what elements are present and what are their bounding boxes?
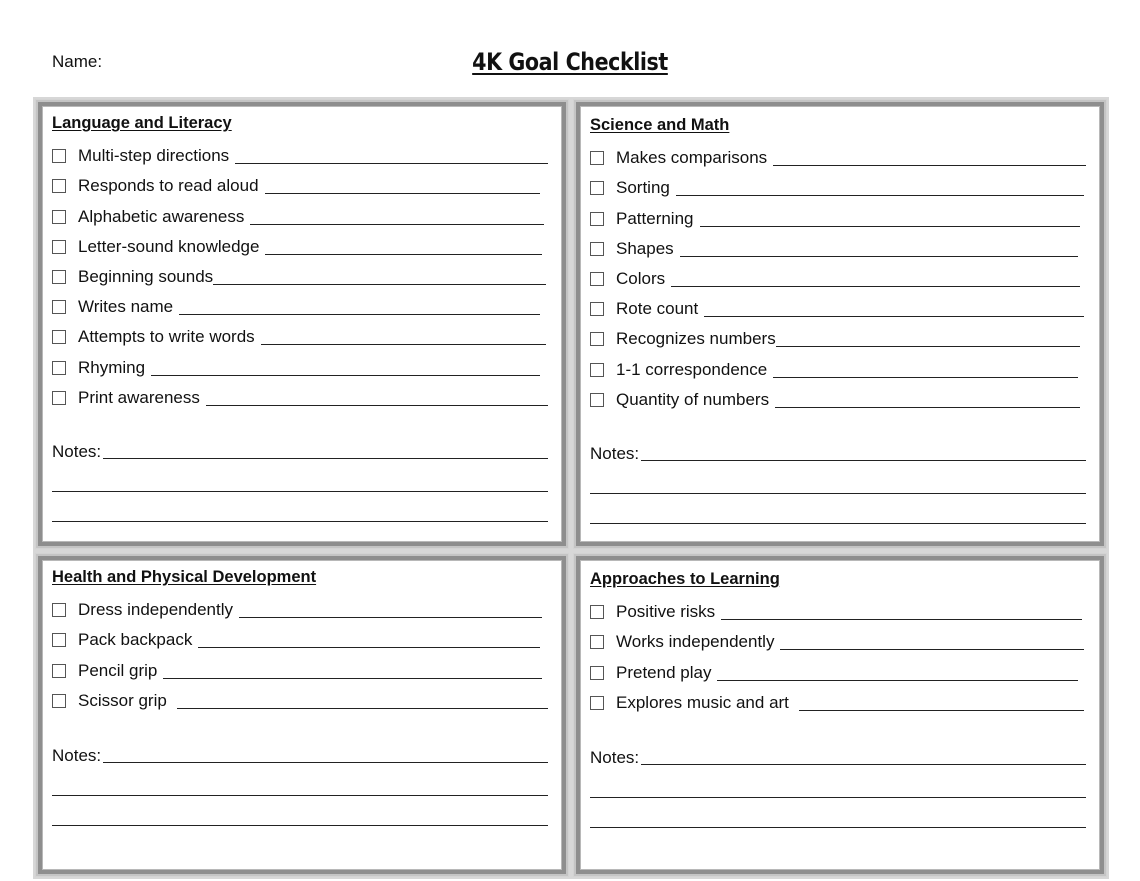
checkbox[interactable]: [52, 270, 66, 284]
checklist-item: [590, 261, 1086, 291]
notes-line[interactable]: [590, 798, 1086, 828]
name-label: Name:: [52, 52, 103, 71]
notes-line[interactable]: [52, 462, 548, 492]
notes-label: Notes:: [590, 748, 640, 767]
notes-line[interactable]: [52, 492, 548, 522]
checklist-item: [52, 592, 548, 622]
checklist-item: [52, 229, 548, 259]
checkbox[interactable]: [590, 242, 604, 256]
answer-line[interactable]: [265, 193, 540, 194]
notes-line[interactable]: [103, 458, 548, 459]
answer-line[interactable]: [721, 619, 1082, 620]
checkbox[interactable]: [52, 149, 66, 163]
checkbox[interactable]: [590, 696, 604, 710]
answer-line[interactable]: [776, 346, 1080, 347]
checklist-item: [590, 382, 1086, 412]
notes-line[interactable]: [590, 494, 1086, 524]
section-language-literacy: [36, 100, 568, 548]
checklist-item: [590, 291, 1086, 321]
item-label: Colors: [616, 268, 666, 288]
checkbox[interactable]: [52, 240, 66, 254]
answer-line[interactable]: [676, 195, 1084, 196]
item-label: Rhyming: [78, 357, 146, 377]
answer-line[interactable]: [163, 678, 542, 679]
answer-line[interactable]: [179, 314, 540, 315]
item-label: Quantity of numbers: [616, 389, 770, 409]
item-label: Alphabetic awareness: [78, 206, 245, 226]
checklist-item: [52, 319, 548, 349]
answer-line[interactable]: [177, 708, 548, 709]
section-title: Health and Physical Development: [52, 568, 317, 586]
answer-line[interactable]: [700, 226, 1081, 227]
section-title: Language and Literacy: [52, 114, 232, 132]
checkbox[interactable]: [590, 635, 604, 649]
answer-line[interactable]: [206, 405, 548, 406]
item-label: Responds to read aloud: [78, 176, 259, 196]
answer-line[interactable]: [239, 617, 542, 618]
answer-line[interactable]: [235, 163, 548, 164]
checklist-item: [52, 138, 548, 168]
item-label: Attempts to write words: [78, 327, 255, 347]
item-label: Positive risks: [616, 602, 716, 622]
checkbox[interactable]: [52, 633, 66, 647]
checklist-item: [590, 140, 1086, 170]
item-label: Multi-step directions: [78, 146, 230, 166]
checkbox[interactable]: [590, 181, 604, 195]
checklist-item: [52, 168, 548, 198]
item-label: Print awareness: [78, 387, 200, 407]
checklist-item: [52, 259, 548, 289]
item-label: 1-1 correspondence: [616, 359, 768, 379]
item-label: Recognizes numbers: [616, 329, 776, 349]
item-label: Beginning sounds: [78, 266, 214, 286]
notes-area: [590, 442, 1086, 524]
checklist-item: [590, 231, 1086, 261]
answer-line[interactable]: [780, 649, 1084, 650]
notes-label: Notes:: [52, 746, 102, 765]
notes-line[interactable]: [590, 768, 1086, 798]
checklist-item: [52, 683, 548, 713]
page-title: 4K Goal Checklist: [472, 48, 668, 76]
checkbox[interactable]: [590, 302, 604, 316]
answer-line[interactable]: [151, 375, 540, 376]
item-label: Works independently: [616, 632, 775, 652]
answer-line[interactable]: [250, 224, 544, 225]
notes-line[interactable]: [641, 460, 1086, 461]
section-science-math: [574, 100, 1106, 548]
answer-line[interactable]: [680, 256, 1078, 257]
answer-line[interactable]: [198, 647, 540, 648]
checkbox[interactable]: [590, 393, 604, 407]
notes-line[interactable]: [590, 464, 1086, 494]
checklist-item: [52, 652, 548, 682]
answer-line[interactable]: [704, 316, 1084, 317]
answer-line[interactable]: [773, 377, 1078, 378]
item-label: Pack backpack: [78, 630, 193, 650]
notes-line[interactable]: [103, 762, 548, 763]
item-label: Makes comparisons: [616, 148, 768, 168]
checklist-item: [590, 685, 1086, 715]
item-label: Sorting: [616, 178, 670, 198]
checklist-item: [52, 349, 548, 379]
checkbox[interactable]: [590, 332, 604, 346]
checklist-item: [590, 624, 1086, 654]
answer-line[interactable]: [773, 165, 1086, 166]
notes-label: Notes:: [52, 442, 102, 461]
answer-line[interactable]: [213, 284, 546, 285]
item-label: Letter-sound knowledge: [78, 236, 260, 256]
item-label: Scissor grip: [78, 690, 167, 710]
checkbox[interactable]: [590, 605, 604, 619]
checkbox[interactable]: [52, 210, 66, 224]
checkbox[interactable]: [52, 330, 66, 344]
section-title: Science and Math: [590, 116, 730, 134]
checklist-item: [52, 380, 548, 410]
answer-line[interactable]: [799, 710, 1084, 711]
item-label: Explores music and art: [616, 692, 789, 712]
checklist-item: [590, 594, 1086, 624]
answer-line[interactable]: [717, 680, 1078, 681]
item-label: Pencil grip: [78, 660, 158, 680]
item-label: Shapes: [616, 238, 674, 258]
item-label: Writes name: [78, 297, 174, 317]
checklist-item: [52, 198, 548, 228]
answer-line[interactable]: [265, 254, 542, 255]
checkbox[interactable]: [52, 664, 66, 678]
checkbox[interactable]: [52, 603, 66, 617]
checklist-item: [590, 321, 1086, 351]
checklist-item: [590, 654, 1086, 684]
notes-line[interactable]: [52, 766, 548, 796]
section-approaches-learning: [574, 554, 1106, 876]
section-health-physical: [36, 554, 568, 876]
checklist-item: [590, 351, 1086, 381]
notes-area: [590, 746, 1086, 828]
notes-label: Notes:: [590, 444, 640, 463]
notes-line[interactable]: [641, 764, 1086, 765]
notes-area: [52, 440, 548, 522]
item-label: Patterning: [616, 208, 694, 228]
item-label: Pretend play: [616, 662, 712, 682]
checkbox[interactable]: [52, 179, 66, 193]
section-title: Approaches to Learning: [590, 570, 780, 588]
checklist-item: [52, 289, 548, 319]
answer-line[interactable]: [775, 407, 1080, 408]
answer-line[interactable]: [671, 286, 1080, 287]
checklist-item: [590, 170, 1086, 200]
checkbox[interactable]: [52, 300, 66, 314]
answer-line[interactable]: [261, 344, 546, 345]
checkbox[interactable]: [590, 151, 604, 165]
checkbox[interactable]: [52, 361, 66, 375]
checkbox[interactable]: [590, 272, 604, 286]
checkbox[interactable]: [52, 391, 66, 405]
notes-area: [52, 744, 548, 826]
checkbox[interactable]: [590, 212, 604, 226]
item-label: Dress independently: [78, 600, 233, 620]
checklist-item: [52, 622, 548, 652]
checklist-item: [590, 200, 1086, 230]
checkbox[interactable]: [52, 694, 66, 708]
checkbox[interactable]: [590, 666, 604, 680]
item-label: Rote count: [616, 299, 699, 319]
checkbox[interactable]: [590, 363, 604, 377]
notes-line[interactable]: [52, 796, 548, 826]
